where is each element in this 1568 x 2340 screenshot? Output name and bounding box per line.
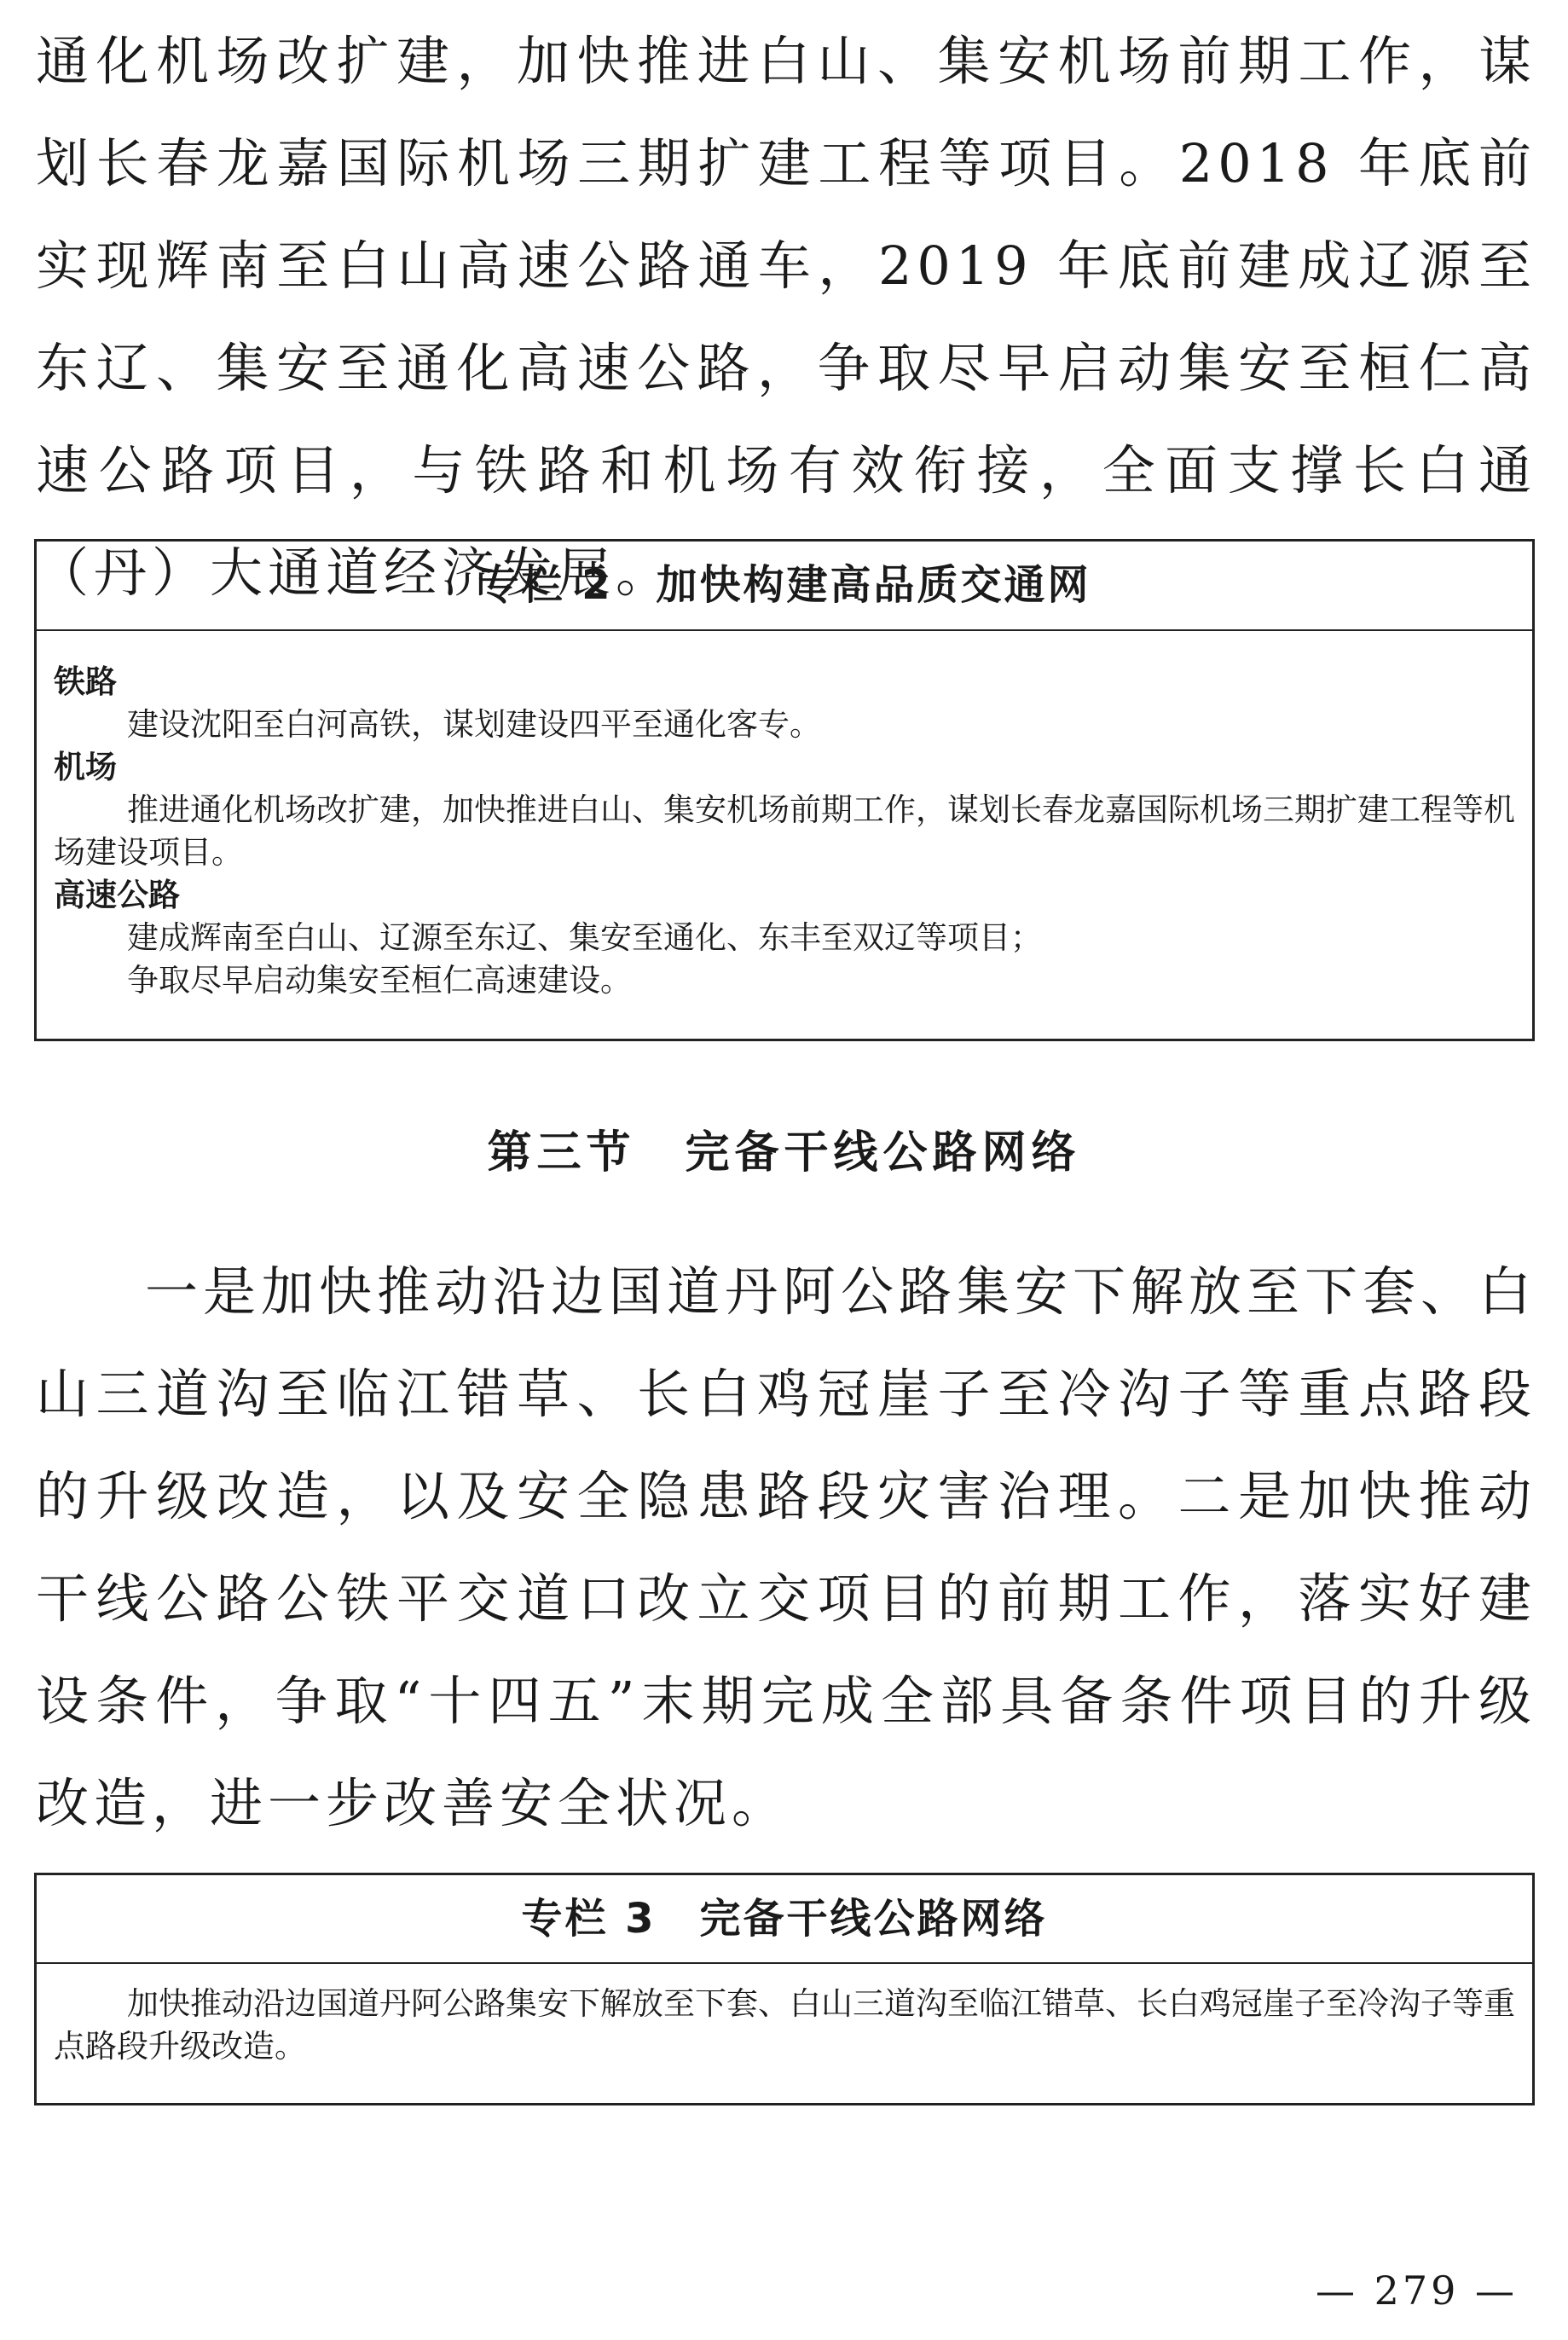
column-box-2-body [37,631,1532,1002]
section-paragraph [36,1241,1536,1855]
category-heading-airport: 机场 [54,749,117,785]
section-heading: 第三节 完备干线公路网络 [487,1127,1081,1179]
category-item: 建设沈阳至白河高铁，谋划建设四平至通化客专。 [127,706,821,743]
category-item: 争取尽早启动集安至桓仁高速建设。 [127,962,632,999]
category-item: 建成辉南至白山、辽源至东辽、集安至通化、东丰至双辽等项目； [127,919,1042,956]
page-number: — 279 — [1315,2268,1518,2314]
column-box-3 [34,1873,1535,2105]
category-heading-highway: 高速公路 [54,877,180,913]
column-box-2 [34,539,1535,1041]
column-box-2-title: 专栏 2 加快构建高品质交通网 [37,542,1532,631]
category-heading-railway: 铁路 [54,663,117,700]
column-box-3-title: 专栏 3 完备干线公路网络 [37,1875,1532,1964]
category-item: 推进通化机场改扩建，加快推进白山、集安机场前期工作，谋划长春龙嘉国际机场三期扩建工程等机场建设项目。 [54,791,1515,871]
intro-paragraph: 通化机场改扩建，加快推进白山、集安机场前期工作，谋划长春龙嘉国际机场三期扩建工程等项目。2018 年底前实现辉南至白山高速公路通车，2019 年底前建成辽源至东辽、集安至通化高速公路，争取尽早启动集安至桓仁高速公路项目，与铁路和机场有效衔接，全面支撑长白通（丹）大通道经济发展。 [36,30,1536,604]
section-paragraph-text: 一是加快推动沿边国道丹阿公路集安下解放至下套、白山三道沟至临江错草、长白鸡冠崖子至冷沟子等重点路段的升级改造，以及安全隐患路段灾害治理。二是加快推动干线公路公铁平交道口改立交项目的前期工作，落实好建设条件，争取“十四五”末期完成全部具备条件项目的升级改造，进一步改善安全状况。 [36,1260,1537,1834]
column-box-3-body [37,1964,1532,2068]
column-box-3-text: 加快推动沿边国道丹阿公路集安下解放至下套、白山三道沟至临江错草、长白鸡冠崖子至冷沟子等重点路段升级改造。 [54,1985,1515,2065]
